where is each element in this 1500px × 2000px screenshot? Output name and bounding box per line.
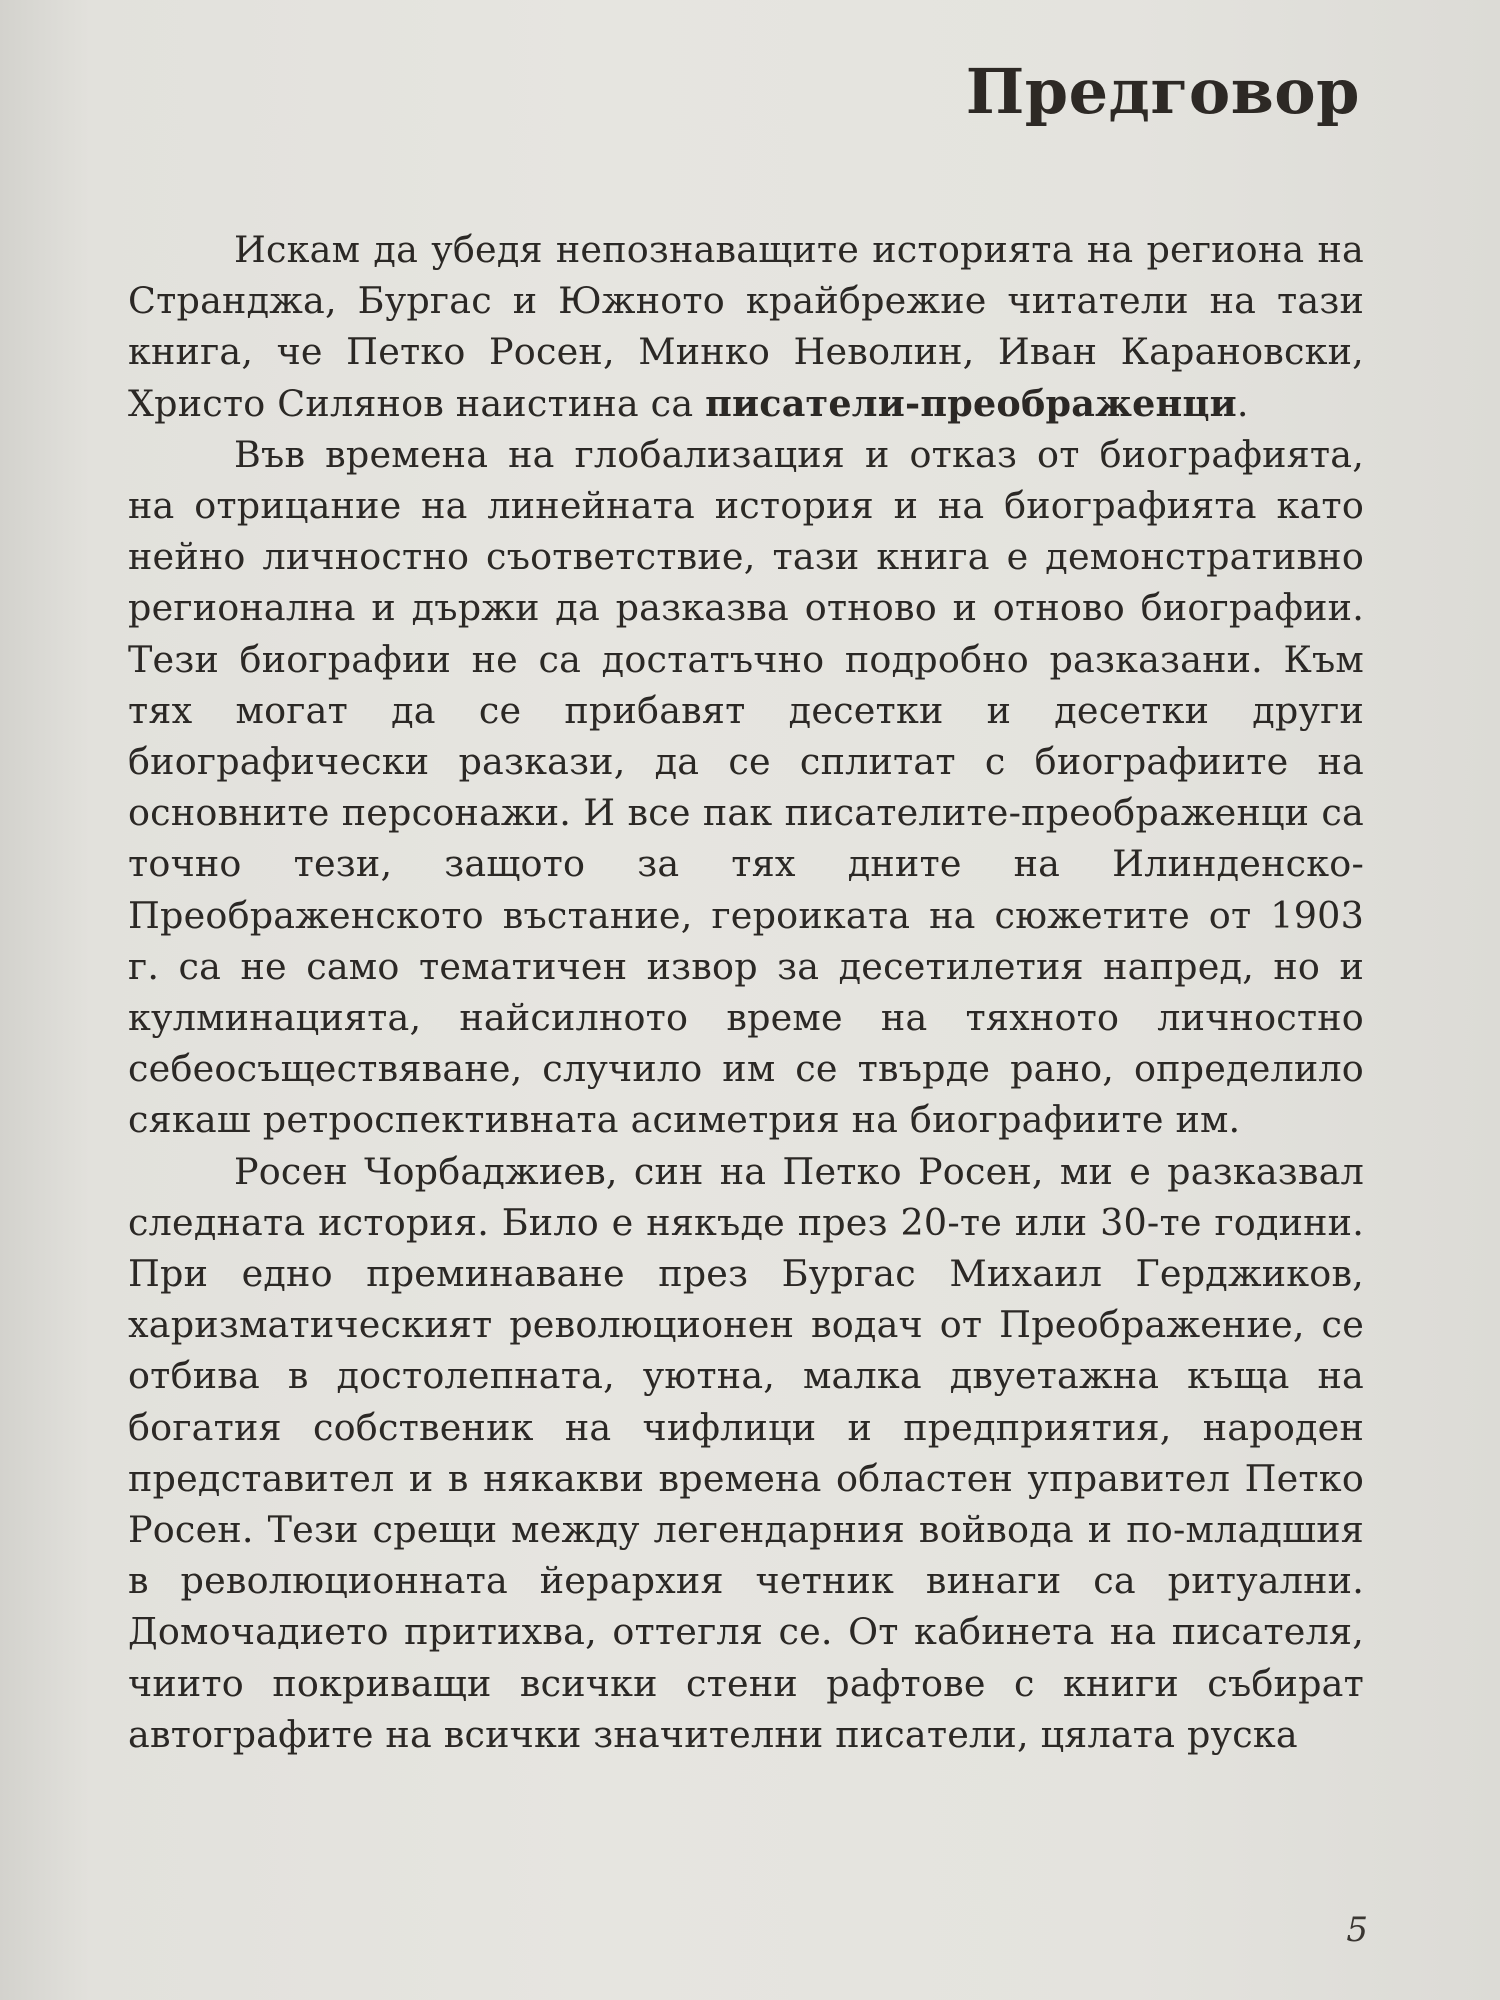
emphasized-term: писатели-преображенци — [705, 381, 1237, 425]
page-number: 5 — [1346, 1910, 1368, 1950]
paragraph-1 — [128, 224, 1364, 429]
paragraph-2: Във времена на глобализация и отказ от биографията, на отрицание на линейната история и на биографията като нейно личностно съответствие, тази книга е демонстративно регионална и държи да разказва отново и отново биографии. Тези биографии не са достатъчно подробно разказани. Към тях могат да се прибавят десетки и десетки други биографически разкази, да се сплитат с биографиите на основните персонажи. И все пак писателите-преображенци са точно тези, защото за тях дните на Илинденско-Преображенското въстание, героиката на сюжетите от 1903 г. са не само тематичен извор за десетилетия напред, но и кулминацията, найсилното време на тяхното личностно себеосъществяване, случило им се твърде рано, определило сякаш ретроспективната асиметрия на биографиите им. — [128, 432, 1364, 1142]
paragraph-1-end: . — [1236, 381, 1249, 425]
paragraph-3: Росен Чорбаджиев, син на Петко Росен, ми е разказвал следната история. Било е някъде през 20-те или 30-те години. При едно преминаване през Бургас Михаил Герджиков, харизматическият революционен водач от Преображение, се отбива в достолепната, уютна, малка двуетажна къща на богатия собственик на чифлици и предприятия, народен представител и в някакви времена областен управител Петко Росен. Тези срещи между легендарния войвода и по-младшия в революционната йерархия четник винаги са ритуални. Домочадието притихва, оттегля се. От кабинета на писателя, чиито покриващи всички стени рафтове с книги събират автографите на всички значителни писатели, цялата руска — [128, 1149, 1364, 1756]
page-title: Предговор — [965, 55, 1360, 128]
body-text — [128, 224, 1364, 1760]
paragraph-1-text: Искам да убедя непознаващите историята на региона на Странджа, Бургас и Южното крайбрежие читатели на тази книга, че Петко Росен, Минко Неволин, Иван Карановски, Христо Силянов наистина са — [128, 228, 1364, 425]
